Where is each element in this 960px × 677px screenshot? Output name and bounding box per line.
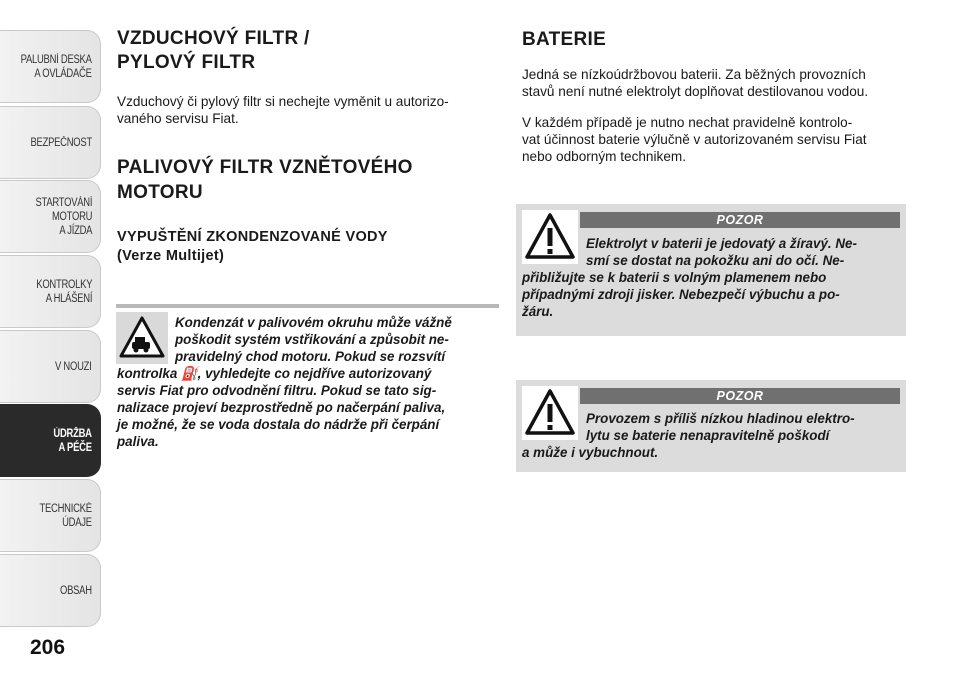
- text-line: stavů není nutné elektrolyt doplňovat destilovanou vodou.: [522, 84, 869, 99]
- tab-label: OBSAH: [60, 584, 92, 597]
- battery-title: BATERIE: [522, 29, 607, 50]
- text-line: vaného servisu Fiat.: [117, 111, 239, 126]
- warning-line: poškodit systém vstřikování a způsobit ne-: [175, 332, 449, 347]
- warning-line: žáru.: [522, 304, 554, 319]
- title-line: MOTORU: [117, 182, 203, 203]
- warning-line: a může i vybuchnout.: [522, 445, 659, 460]
- tab-label: STARTOVÁNÍ MOTORU A JÍZDA: [35, 196, 92, 237]
- warning-text: [522, 410, 898, 461]
- title-line: PALIVOVÝ FILTR VZNĚTOVÉHO: [117, 157, 413, 178]
- warning-line: kontrolka ⛽, vyhledejte co nejdříve autorizovaný: [117, 366, 432, 381]
- text-line: vat účinnost baterie výlučně v autorizovaném servisu Fiat: [522, 132, 867, 147]
- drain-water-title: [117, 228, 388, 266]
- text-line: V každém případě je nutno nechat pravidelně kontrolo-: [522, 115, 853, 130]
- warning-line: přibližujte se k baterii s volným plamenem nebo: [522, 270, 827, 285]
- warning-line: Elektrolyt v baterii je jedovatý a žíravý. Ne-: [586, 236, 857, 251]
- battery-warning-electrolyte: [516, 204, 906, 336]
- tab-label: TECHNICKÉ ÚDAJE: [39, 502, 92, 529]
- warning-text: [522, 235, 898, 320]
- warning-line: paliva.: [117, 434, 159, 449]
- warning-line: případnými zdroji jisker. Nebezpečí výbuchu a po-: [522, 287, 840, 302]
- warning-header: POZOR: [580, 388, 900, 404]
- title-line: (Verze Multijet): [117, 248, 225, 264]
- page-number: 206: [30, 636, 66, 659]
- tab-obsah[interactable]: [0, 554, 101, 627]
- battery-warning-low-level: [516, 380, 906, 472]
- tab-label: BEZPEČNOST: [30, 136, 92, 149]
- air-filter-text: [117, 93, 502, 127]
- tab-v-nouzi[interactable]: [0, 330, 101, 403]
- tab-technicke-udaje[interactable]: [0, 479, 101, 552]
- text-line: Jedná se nízkoúdržbovou baterii. Za běžných provozních: [522, 67, 866, 82]
- tab-bezpecnost[interactable]: [0, 106, 101, 179]
- title-line: VZDUCHOVÝ FILTR /: [117, 28, 310, 49]
- warning-line: je možné, že se voda dostala do nádrže při čerpání: [117, 417, 440, 432]
- air-filter-title: [117, 27, 310, 75]
- warning-line: servis Fiat pro odvodnění filtru. Pokud se tato sig-: [117, 383, 437, 398]
- tab-label: KONTROLKY A HLÁŠENÍ: [36, 278, 92, 305]
- tab-label: ÚDRŽBA A PÉČE: [53, 427, 92, 454]
- tab-kontrolky[interactable]: [0, 255, 101, 328]
- warning-header: POZOR: [580, 212, 900, 228]
- text-line: Vzduchový či pylový filtr si nechejte vyměnit u autorizo-: [117, 94, 449, 109]
- warning-line: pravidelný chod motoru. Pokud se rozsvítí: [175, 349, 446, 364]
- condensate-warning: [117, 314, 502, 450]
- title-line: PYLOVÝ FILTR: [117, 52, 256, 73]
- tab-udrzba[interactable]: [0, 404, 101, 477]
- battery-paragraph-1: [522, 66, 912, 100]
- warning-line: nalizace projeví bezprostředně po načerpání paliva,: [117, 400, 446, 415]
- warning-line: Provozem s příliš nízkou hladinou elektro-: [586, 411, 855, 426]
- warning-line: Kondenzát v palivovém okruhu může vážně: [175, 315, 452, 330]
- title-line: VYPUŠTĚNÍ ZKONDENZOVANÉ VODY: [117, 229, 388, 245]
- tab-label: PALUBNÍ DESKA A OVLÁDAČE: [20, 53, 92, 80]
- warning-line: lytu se baterie nenapravitelně poškodí: [586, 428, 830, 443]
- battery-paragraph-2: [522, 114, 912, 165]
- warning-line: smí se dostat na pokožku ani do očí. Ne-: [586, 253, 845, 268]
- tab-palubni-deska[interactable]: [0, 30, 101, 103]
- section-divider: [116, 304, 499, 308]
- tab-label: V NOUZI: [55, 360, 92, 373]
- fuel-filter-title: [117, 155, 413, 205]
- text-line: nebo odborným technikem.: [522, 149, 686, 164]
- tab-startovani[interactable]: [0, 180, 101, 253]
